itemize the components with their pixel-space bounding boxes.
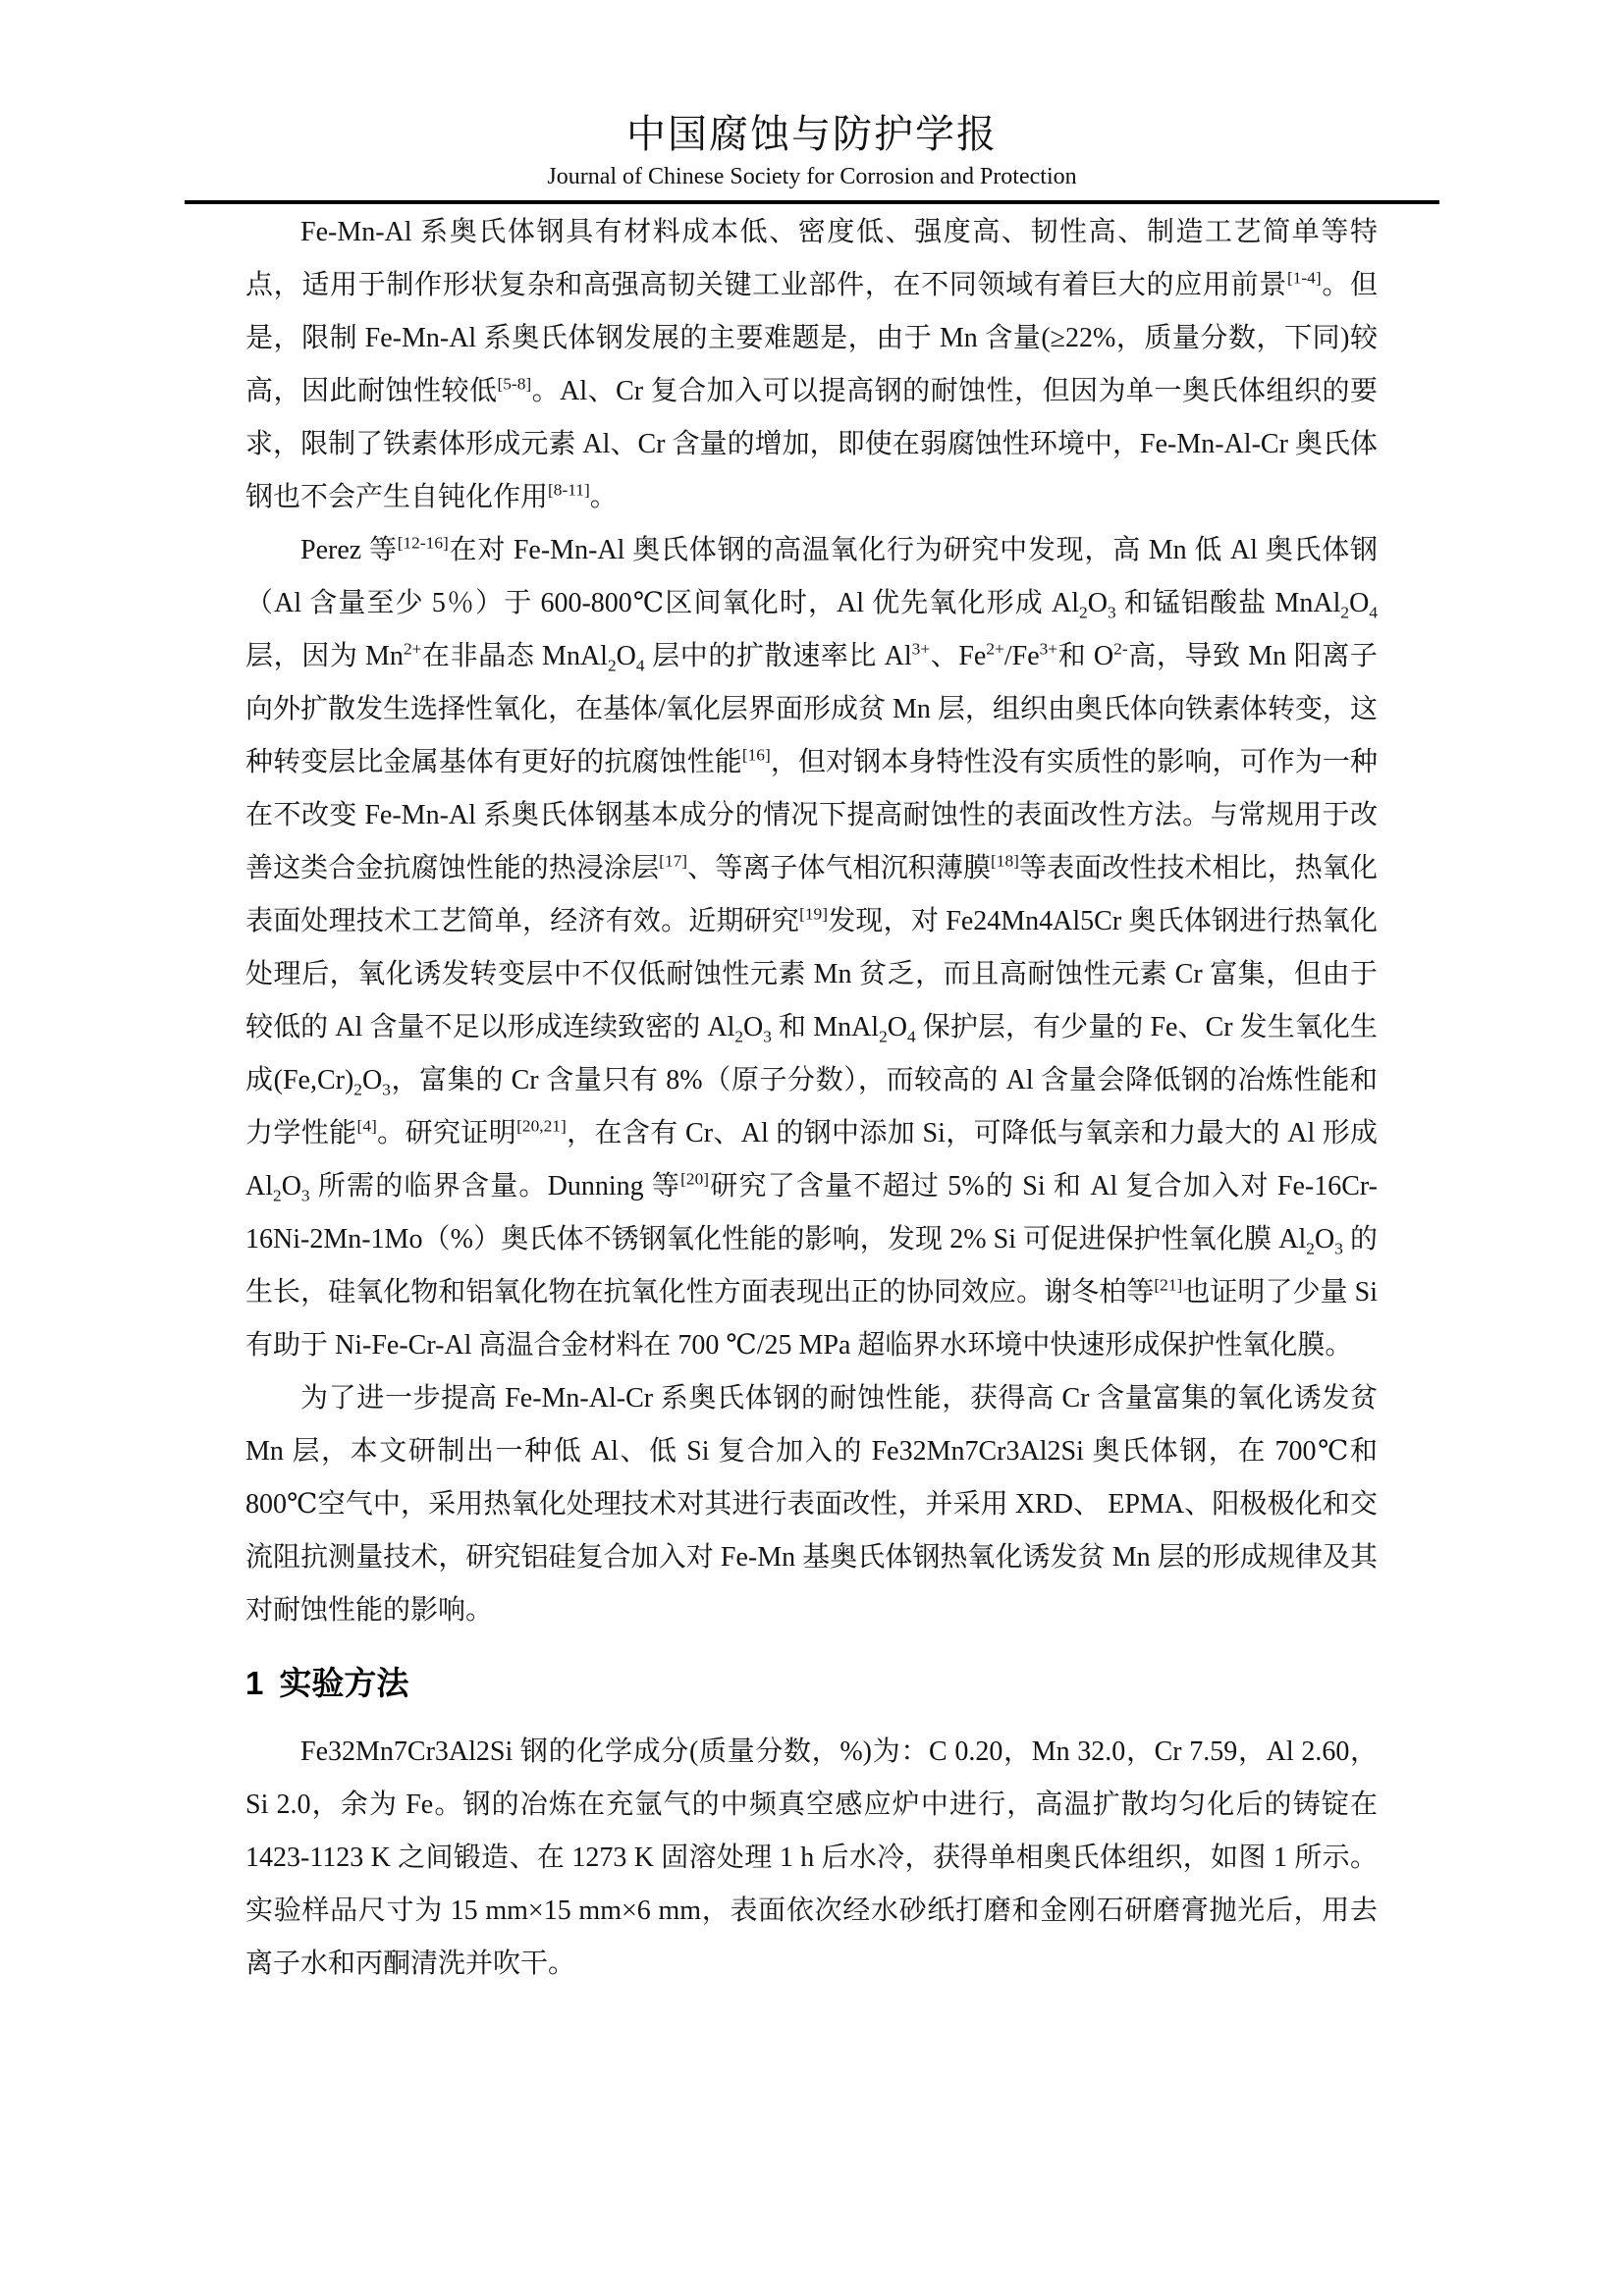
intro-paragraph-1: Fe-Mn-Al 系奥氏体钢具有材料成本低、密度低、强度高、韧性高、制造工艺简单等特点，适用于制作形状复杂和高强高韧关键工业部件，在不同领域有着巨大的应用前景[1-4]。但是，限制 Fe-Mn-Al 系奥氏体钢发展的主要难题是，由于 Mn 含量(≥22%，质量分数，下同)较高，因此耐蚀性较低[5-8]。Al、Cr 复合加入可以提高钢的耐蚀性，但因为单一奥氏体组织的要求，限制了铁素体形成元素 Al、Cr 含量的增加，即使在弱腐蚀性环境中，Fe-Mn-Al-Cr 奥氏体钢也不会产生自钝化作用[8-11]。 — [245, 217, 1378, 512]
methods-paragraph-1: Fe32Mn7Cr3Al2Si 钢的化学成分(质量分数，%)为：C 0.20，Mn 32.0，Cr 7.59，Al 2.60，Si 2.0，余为 Fe。钢的冶炼在充氩气的中频真空感应炉中进行，高温扩散均匀化后的铸锭在 1423-1123 K 之间锻造、在 1273 K 固溶处理 1 h 后水冷，获得单相奥氏体组织，如图 1 所示。实验样品尺寸为 15 mm×15 mm×6 mm，表面依次经水砂纸打磨和金刚石研磨膏抛光后，用去离子水和丙酮清洗并吹干。 — [245, 1736, 1378, 1979]
journal-title-english: Journal of Chinese Society for Corrosion and Protection — [547, 164, 1077, 189]
section-title: 实验方法 — [279, 1665, 409, 1701]
intro-paragraph-3: 为了进一步提高 Fe-Mn-Al-Cr 系奥氏体钢的耐蚀性能，获得高 Cr 含量富集的氧化诱发贫 Mn 层，本文研制出一种低 Al、低 Si 复合加入的 Fe32Mn7Cr3Al2Si 奥氏体钢，在 700℃和 800℃空气中，采用热氧化处理技术对其进行表面改性，并采用 XRD、 EPMA、阳极极化和交流阻抗测量技术，研究铝硅复合加入对 Fe-Mn 基奥氏体钢热氧化诱发贫 Mn 层的形成规律及其对耐蚀性能的影响。 — [245, 1383, 1378, 1626]
journal-header — [0, 0, 1624, 204]
journal-title-chinese: 中国腐蚀与防护学报 — [626, 112, 998, 156]
intro-paragraph-2: Perez 等[12-16]在对 Fe-Mn-Al 奥氏体钢的高温氧化行为研究中发现，高 Mn 低 Al 奥氏体钢（Al 含量至少 5％）于 600-800℃区间氧化时，Al 优先氧化形成 $Al_2O_3$ 和锰铝酸盐 $MnAl_2O_4$ 层，因为 $Mn^{2+}$在非晶态 $MnAl_2O_4$ 层中的扩散速率比 $Al^{3+}$、$Fe^{2+}/Fe^{3+}$和 $O^{2-}$高，导致 Mn 阳离子向外扩散发生选择性氧化，在基体/氧化层界面形成贫 Mn 层，组织由奥氏体向铁素体转变，这种转变层比金属基体有更好的抗腐蚀性能[16]，但对钢本身特性没有实质性的影响，可作为一种在不改变 Fe-Mn-Al 系奥氏体钢基本成分的情况下提高耐蚀性的表面改性方法。与常规用于改善这类合金抗腐蚀性能的热浸涂层[17]、等离子体气相沉积薄膜[18]等表面改性技术相比，热氧化表面处理技术工艺简单，经济有效。近期研究[19]发现，对 Fe24Mn4Al5Cr 奥氏体钢进行热氧化处理后，氧化诱发转变层中不仅低耐蚀性元素 Mn 贫乏，而且高耐蚀性元素 Cr 富集，但由于较低的 Al 含量不足以形成连续致密的 $Al_2O_3$ 和 $MnAl_2O_4$ 保护层，有少量的 Fe、Cr 发生氧化生成$(Fe,Cr)_2O_3$，富集的 Cr 含量只有 8%（原子分数），而较高的 Al 含量会降低钢的冶炼性能和力学性能[4]。研究证明[20,21]，在含有 Cr、Al 的钢中添加 Si，可降低与氧亲和力最大的 Al 形成 $Al_2O_3$ 所需的临界含量。Dunning 等[20]研究了含量不超过 5%的 Si 和 Al 复合加入对 Fe-16Cr-16Ni-2Mn-1Mo（%）奥氏体不锈钢氧化性能的影响，发现 2% Si 可促进保护性氧化膜 $Al_2O_3$ 的生长，硅氧化物和铝氧化物在抗氧化性方面表现出正的协同效应。谢冬柏等[21]也证明了少量 Si 有助于 Ni-Fe-Cr-Al 高温合金材料在 700 ℃/25 MPa 超临界水环境中快速形成保护性氧化膜。 — [245, 533, 1378, 1361]
section-number: 1 — [245, 1665, 264, 1701]
section-heading-experimental-method — [245, 1664, 1378, 1703]
article-body — [245, 204, 1378, 1991]
